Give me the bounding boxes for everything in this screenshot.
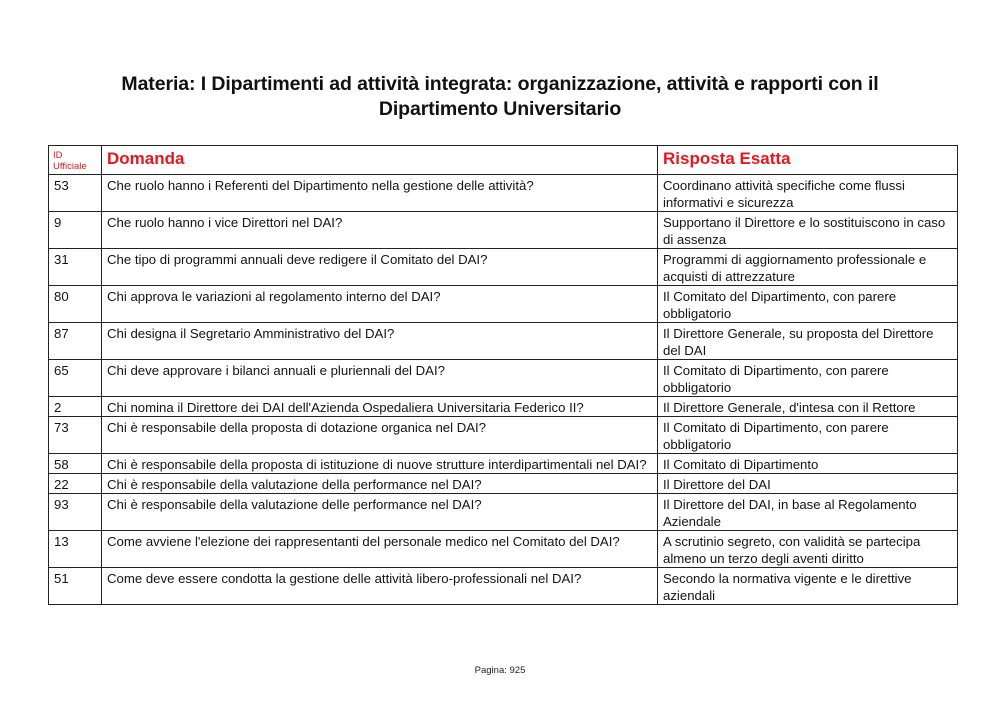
header-answer: Risposta Esatta bbox=[658, 146, 958, 175]
table-row bbox=[49, 360, 958, 397]
cell-id: 73 bbox=[49, 417, 102, 454]
cell-id: 13 bbox=[49, 531, 102, 568]
table-row bbox=[49, 454, 958, 474]
cell-answer: Il Direttore del DAI, in base al Regolamento Aziendale bbox=[658, 494, 958, 531]
header-question: Domanda bbox=[102, 146, 658, 175]
cell-id: 87 bbox=[49, 323, 102, 360]
table-row bbox=[49, 397, 958, 417]
cell-question: Chi approva le variazioni al regolamento interno del DAI? bbox=[102, 286, 658, 323]
table-row bbox=[49, 474, 958, 494]
table-row bbox=[49, 286, 958, 323]
cell-id: 53 bbox=[49, 175, 102, 212]
cell-id: 2 bbox=[49, 397, 102, 417]
cell-id: 93 bbox=[49, 494, 102, 531]
cell-question: Chi nomina il Direttore dei DAI dell'Azienda Ospedaliera Universitaria Federico II? bbox=[102, 397, 658, 417]
cell-question: Che tipo di programmi annuali deve redigere il Comitato del DAI? bbox=[102, 249, 658, 286]
cell-answer: Il Direttore del DAI bbox=[658, 474, 958, 494]
table-row bbox=[49, 417, 958, 454]
cell-question: Chi è responsabile della proposta di istituzione di nuove strutture interdipartimentali nel DAI? bbox=[102, 454, 658, 474]
cell-question: Chi è responsabile della valutazione delle performance nel DAI? bbox=[102, 494, 658, 531]
cell-question: Che ruolo hanno i Referenti del Dipartimento nella gestione delle attività? bbox=[102, 175, 658, 212]
cell-id: 65 bbox=[49, 360, 102, 397]
cell-question: Chi è responsabile della proposta di dotazione organica nel DAI? bbox=[102, 417, 658, 454]
table-row bbox=[49, 494, 958, 531]
cell-answer: Il Comitato di Dipartimento, con parere obbligatorio bbox=[658, 417, 958, 454]
page-number: Pagina: 925 bbox=[474, 665, 526, 676]
cell-id: 9 bbox=[49, 212, 102, 249]
questions-table bbox=[48, 145, 958, 605]
cell-answer: Il Comitato di Dipartimento, con parere obbligatorio bbox=[658, 360, 958, 397]
table-row bbox=[49, 568, 958, 605]
cell-id: 80 bbox=[49, 286, 102, 323]
cell-answer: Il Direttore Generale, su proposta del Direttore del DAI bbox=[658, 323, 958, 360]
table-row bbox=[49, 212, 958, 249]
cell-id: 51 bbox=[49, 568, 102, 605]
cell-answer: Il Comitato del Dipartimento, con parere obbligatorio bbox=[658, 286, 958, 323]
table-row bbox=[49, 531, 958, 568]
cell-question: Come deve essere condotta la gestione delle attività libero-professionali nel DAI? bbox=[102, 568, 658, 605]
cell-answer: Il Comitato di Dipartimento bbox=[658, 454, 958, 474]
cell-answer: Secondo la normativa vigente e le direttive aziendali bbox=[658, 568, 958, 605]
document-title-line-2: Dipartimento Universitario bbox=[378, 98, 622, 120]
cell-question: Chi designa il Segretario Amministrativo del DAI? bbox=[102, 323, 658, 360]
table-header-row bbox=[49, 146, 958, 175]
cell-answer: Programmi di aggiornamento professionale e acquisti di attrezzature bbox=[658, 249, 958, 286]
cell-answer: Supportano il Direttore e lo sostituiscono in caso di assenza bbox=[658, 212, 958, 249]
header-id: ID Ufficiale bbox=[49, 146, 102, 175]
cell-id: 31 bbox=[49, 249, 102, 286]
cell-answer: Il Direttore Generale, d'intesa con il Rettore bbox=[658, 397, 958, 417]
cell-question: Come avviene l'elezione dei rappresentanti del personale medico nel Comitato del DAI? bbox=[102, 531, 658, 568]
cell-question: Chi deve approvare i bilanci annuali e pluriennali del DAI? bbox=[102, 360, 658, 397]
cell-id: 58 bbox=[49, 454, 102, 474]
table-row bbox=[49, 323, 958, 360]
cell-id: 22 bbox=[49, 474, 102, 494]
cell-question: Chi è responsabile della valutazione della performance nel DAI? bbox=[102, 474, 658, 494]
table-row bbox=[49, 249, 958, 286]
table-row bbox=[49, 175, 958, 212]
document-title-line-1: Materia: I Dipartimenti ad attività integrata: organizzazione, attività e rapporti con il bbox=[121, 73, 879, 95]
cell-question: Che ruolo hanno i vice Direttori nel DAI? bbox=[102, 212, 658, 249]
document-title bbox=[60, 72, 940, 122]
cell-answer: Coordinano attività specifiche come flussi informativi e sicurezza bbox=[658, 175, 958, 212]
cell-answer: A scrutinio segreto, con validità se partecipa almeno un terzo degli aventi diritto bbox=[658, 531, 958, 568]
